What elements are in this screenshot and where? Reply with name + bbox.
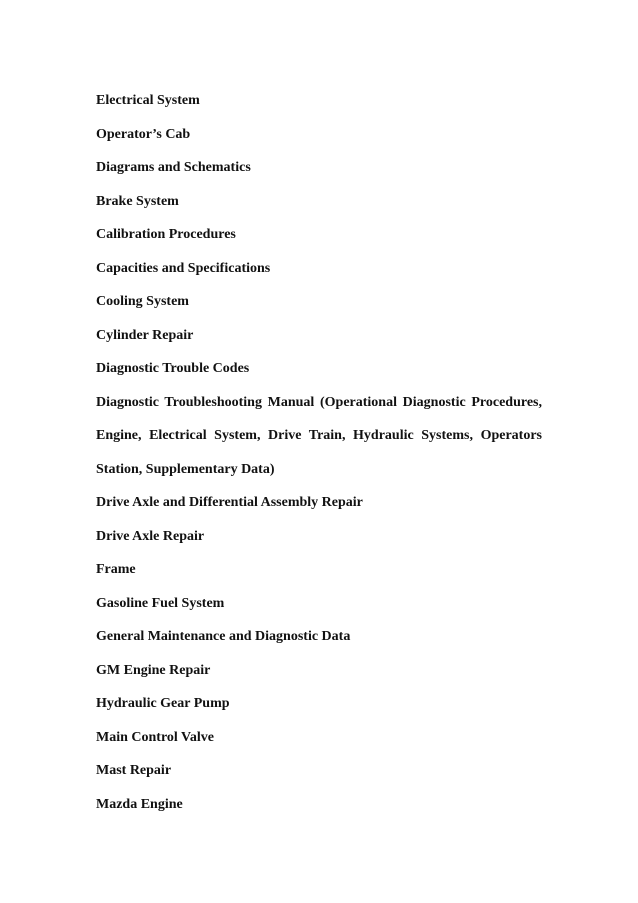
list-item: GM Engine Repair: [96, 662, 211, 678]
list-item: Main Control Valve: [96, 729, 214, 745]
list-item: Diagnostic Trouble Codes: [96, 361, 250, 376]
list-item: Hydraulic Gear Pump: [96, 696, 230, 711]
list-item: Brake System: [96, 193, 179, 209]
list-item: Frame: [96, 562, 136, 577]
list-item: General Maintenance and Diagnostic Data: [96, 629, 351, 644]
list-item: Gasoline Fuel System: [96, 595, 225, 611]
list-item: Drive Axle Repair: [96, 528, 205, 544]
list-item: Drive Axle and Differential Assembly Repair: [96, 495, 363, 510]
list-item: Capacities and Specifications: [96, 260, 271, 276]
list-item: Mast Repair: [96, 763, 172, 778]
list-item: Calibration Procedures: [96, 227, 236, 242]
list-item: Electrical System: [96, 93, 200, 108]
list-item: Cooling System: [96, 294, 189, 309]
list-item: Cylinder Repair: [96, 327, 194, 343]
list-item: Mazda Engine: [96, 796, 183, 812]
list-item: Diagnostic Troubleshooting Manual (Operational Diagnostic Procedures, Engine, Electrical System, Drive Train, Hydraulic Systems, Operators Station, Supplementary Data): [96, 394, 542, 477]
list-item: Diagrams and Schematics: [96, 160, 251, 175]
list-item: Operator’s Cab: [96, 126, 191, 142]
manual-section-list: [96, 84, 542, 821]
